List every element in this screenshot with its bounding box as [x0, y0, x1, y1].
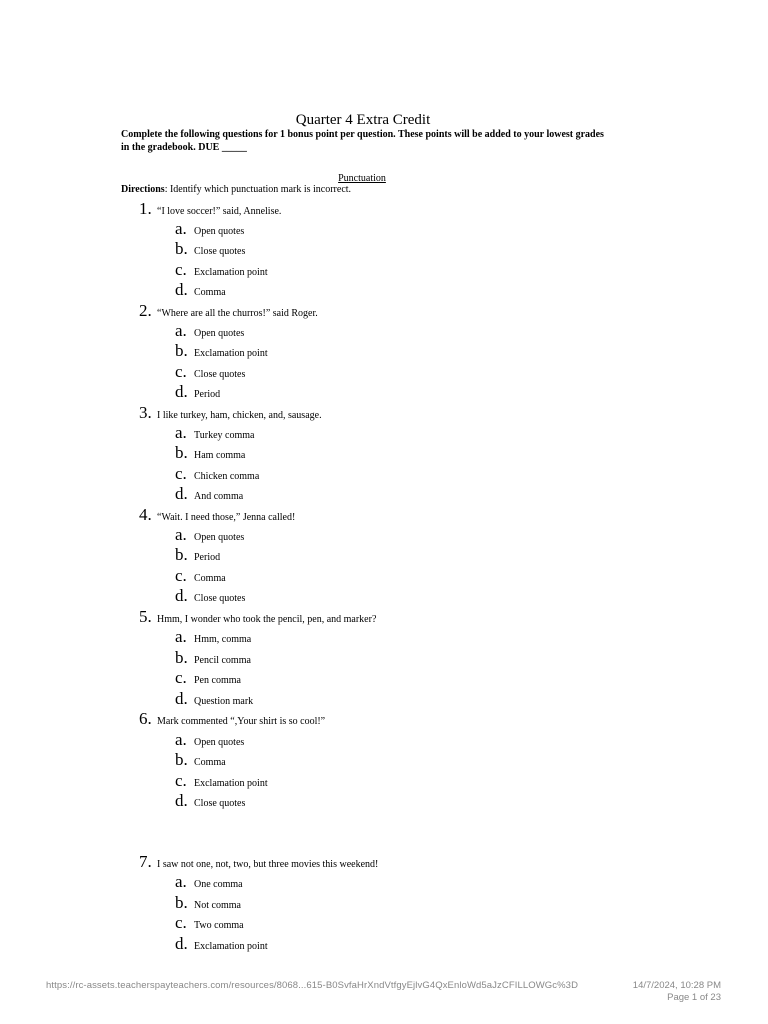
option-letter: d.: [175, 791, 188, 810]
option-3a: [175, 424, 254, 445]
option-2c: [175, 363, 245, 384]
option-text: Exclamation point: [194, 941, 268, 952]
footer-url: https://rc-assets.teacherspayteachers.com/resources/8068...615-B0SvfaHrXndVtfgyEjlvG4QxEnloWd5aJzCFILLOWGc%3D: [46, 980, 579, 991]
question-number: 7.: [139, 852, 152, 871]
option-text: Turkey comma: [194, 430, 255, 441]
question-1: [139, 200, 281, 221]
option-7c: [175, 914, 244, 935]
option-text: Close quotes: [194, 593, 246, 604]
question-text: I saw not one, not, two, but three movies this weekend!: [157, 859, 379, 870]
option-5c: [175, 669, 241, 690]
option-5d: [175, 690, 253, 711]
option-3b: [175, 444, 245, 465]
option-1d: [175, 281, 226, 302]
option-letter: c.: [175, 771, 187, 790]
option-text: Open quotes: [194, 532, 245, 543]
question-text: I like turkey, ham, chicken, and, sausage.: [157, 410, 322, 421]
option-letter: b.: [175, 648, 188, 667]
question-text: “I love soccer!” said, Annelise.: [157, 206, 282, 217]
option-2b: [175, 342, 268, 363]
option-letter: a.: [175, 219, 187, 238]
footer-info: [633, 980, 721, 1004]
question-text: Hmm, I wonder who took the pencil, pen, and marker?: [157, 614, 377, 625]
option-text: Chicken comma: [194, 471, 260, 482]
directions-label: Directions: [121, 184, 165, 195]
instructions-text: Complete the following questions for 1 bonus point per question. These points will be added to your lowest grades in the gradebook. DUE _____: [121, 129, 604, 153]
option-6b: [175, 751, 226, 772]
option-6a: [175, 731, 244, 752]
option-text: Open quotes: [194, 226, 245, 237]
question-number: 4.: [139, 505, 152, 524]
option-text: Close quotes: [194, 798, 246, 809]
question-text: Mark commented “,Your shirt is so cool!”: [157, 716, 326, 727]
option-3d: [175, 485, 243, 506]
option-4c: [175, 567, 226, 588]
question-2: [139, 302, 318, 323]
option-letter: d.: [175, 689, 188, 708]
option-6d: [175, 792, 245, 813]
option-letter: a.: [175, 730, 187, 749]
option-7a: [175, 873, 243, 894]
option-text: Two comma: [194, 920, 244, 931]
option-1c: [175, 261, 268, 282]
option-text: Pen comma: [194, 675, 241, 686]
option-letter: a.: [175, 321, 187, 340]
question-number: 1.: [139, 199, 152, 218]
question-text: “Where are all the churros!” said Roger.: [157, 308, 318, 319]
option-letter: a.: [175, 627, 187, 646]
question-7: [139, 853, 378, 874]
option-letter: d.: [175, 586, 188, 605]
option-letter: a.: [175, 525, 187, 544]
question-number: 5.: [139, 607, 152, 626]
question-number: 2.: [139, 301, 152, 320]
question-number: 3.: [139, 403, 152, 422]
option-4a: [175, 526, 244, 547]
option-text: Comma: [194, 287, 226, 298]
option-4d: [175, 587, 245, 608]
option-2a: [175, 322, 244, 343]
option-letter: c.: [175, 362, 187, 381]
option-4b: [175, 546, 220, 567]
option-2d: [175, 383, 220, 404]
option-text: Open quotes: [194, 328, 245, 339]
option-text: Pencil comma: [194, 655, 251, 666]
option-text: Exclamation point: [194, 267, 268, 278]
option-text: Close quotes: [194, 246, 246, 257]
option-letter: b.: [175, 893, 188, 912]
option-text: Ham comma: [194, 450, 246, 461]
option-text: Question mark: [194, 696, 254, 707]
option-letter: b.: [175, 239, 188, 258]
footer-page-number: Page 1 of 23: [667, 992, 721, 1003]
question-text: “Wait. I need those,” Jenna called!: [157, 512, 296, 523]
option-1b: [175, 240, 245, 261]
question-6: [139, 710, 325, 731]
question-3: [139, 404, 322, 425]
option-letter: c.: [175, 668, 187, 687]
question-number: 6.: [139, 709, 152, 728]
option-letter: a.: [175, 423, 187, 442]
section-heading: Punctuation: [338, 173, 386, 184]
option-letter: d.: [175, 382, 188, 401]
option-3c: [175, 465, 259, 486]
option-text: Not comma: [194, 900, 241, 911]
option-letter: c.: [175, 566, 187, 585]
option-1a: [175, 220, 244, 241]
option-letter: c.: [175, 464, 187, 483]
option-text: Exclamation point: [194, 348, 268, 359]
option-6c: [175, 772, 268, 793]
option-text: Period: [194, 389, 221, 400]
option-letter: c.: [175, 913, 187, 932]
option-text: Hmm, comma: [194, 634, 252, 645]
option-text: Comma: [194, 757, 226, 768]
option-text: One comma: [194, 879, 243, 890]
option-letter: d.: [175, 280, 188, 299]
option-letter: a.: [175, 872, 187, 891]
footer-datetime: 14/7/2024, 10:28 PM: [632, 980, 721, 991]
option-text: Period: [194, 552, 221, 563]
directions-text: : Identify which punctuation mark is incorrect.: [164, 184, 352, 195]
question-5: [139, 608, 376, 629]
option-text: And comma: [194, 491, 244, 502]
option-text: Open quotes: [194, 737, 245, 748]
option-7b: [175, 894, 241, 915]
option-letter: b.: [175, 443, 188, 462]
option-text: Comma: [194, 573, 226, 584]
option-letter: b.: [175, 750, 188, 769]
option-5b: [175, 649, 251, 670]
option-text: Exclamation point: [194, 778, 268, 789]
option-letter: c.: [175, 260, 187, 279]
option-text: Close quotes: [194, 369, 246, 380]
option-letter: d.: [175, 484, 188, 503]
option-letter: b.: [175, 341, 188, 360]
option-7d: [175, 935, 268, 956]
document-title: Quarter 4 Extra Credit: [295, 112, 431, 128]
directions: [121, 184, 351, 196]
option-letter: b.: [175, 545, 188, 564]
question-4: [139, 506, 295, 527]
option-5a: [175, 628, 251, 649]
option-letter: d.: [175, 934, 188, 953]
